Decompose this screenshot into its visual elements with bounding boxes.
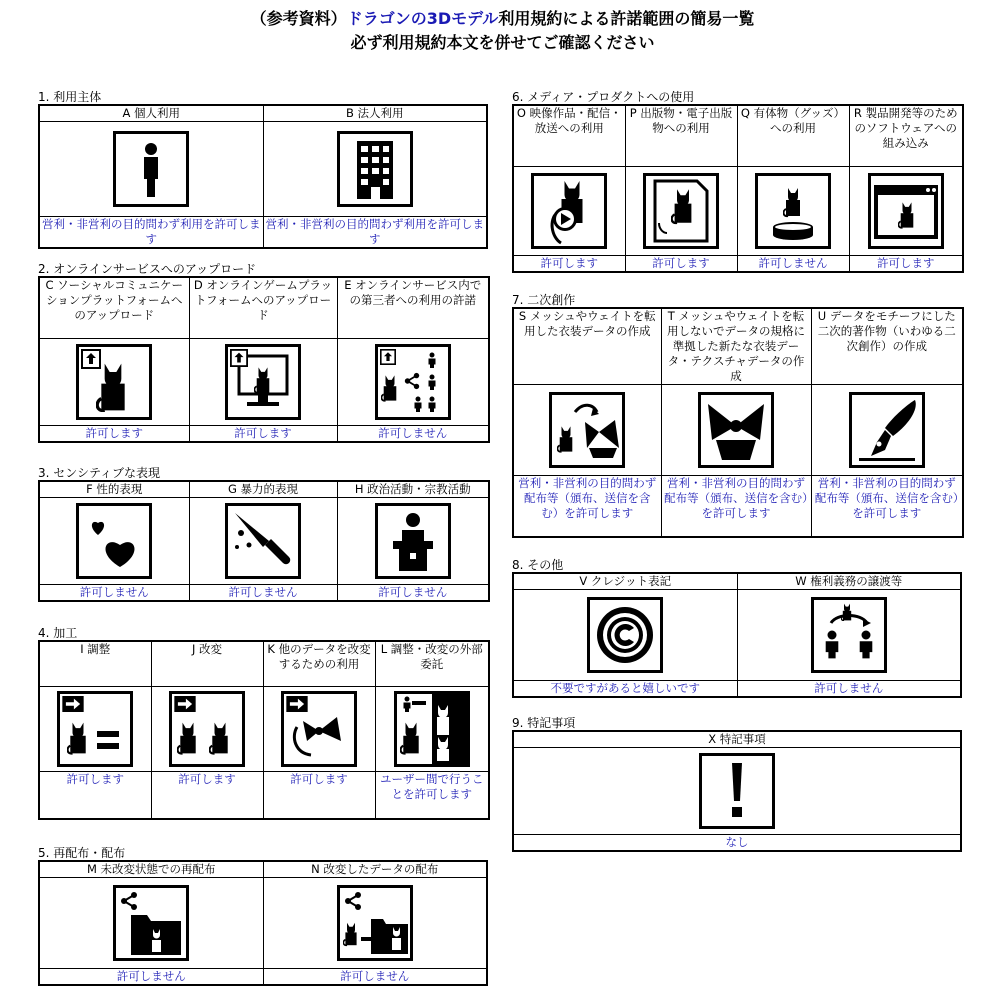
two-cats-icon xyxy=(169,691,245,767)
permission-table xyxy=(38,104,488,249)
item-result-w: 許可しません xyxy=(737,681,961,698)
cat-upload-icon xyxy=(76,344,152,420)
fountain-pen-icon xyxy=(849,392,925,468)
section-title: 6. メディア・プロダクトへの使用 xyxy=(512,90,695,104)
item-label-q: Q 有体物（グッズ）への利用 xyxy=(737,105,849,167)
item-result-l: ユーザー間で行うことを許可します xyxy=(375,772,489,820)
copyright-icon xyxy=(587,597,663,673)
item-result-x: なし xyxy=(513,835,961,852)
cat-figure-icon xyxy=(755,173,831,249)
section-title: 7. 二次創作 xyxy=(512,293,576,307)
cat-bow-icon xyxy=(281,691,357,767)
section-processing xyxy=(38,626,488,820)
hearts-icon xyxy=(76,503,152,579)
section-redistribution xyxy=(38,846,488,986)
item-result-s: 営利・非営利の目的問わず配布等（頒布、送信を含む）を許可します xyxy=(513,476,661,538)
item-label-e: E オンラインサービス内での第三者への利用の許諾 xyxy=(337,277,489,339)
item-result-p: 許可します xyxy=(625,256,737,273)
section-title: 1. 利用主体 xyxy=(38,90,102,104)
section-title: 5. 再配布・配布 xyxy=(38,846,126,860)
item-result-f: 許可しません xyxy=(39,585,189,602)
item-label-w: W 権利義務の譲渡等 xyxy=(737,573,961,590)
permission-table xyxy=(512,307,964,538)
section-title: 4. 加工 xyxy=(38,626,78,640)
cat-video-icon xyxy=(531,173,607,249)
outsourcing-icon xyxy=(394,691,470,767)
cat-share-people-icon xyxy=(375,344,451,420)
cat-costume-icon xyxy=(549,392,625,468)
item-label-o: O 映像作品・配信・放送への利用 xyxy=(513,105,625,167)
item-label-g: G 暴力的表現 xyxy=(189,481,337,498)
office-building-icon xyxy=(337,131,413,207)
item-label-u: U データをモチーフにした二次的著作物（いわゆる二次創作）の作成 xyxy=(811,308,963,385)
item-label-k: K 他のデータを改変するための利用 xyxy=(263,641,375,687)
person-icon xyxy=(113,131,189,207)
section-title: 3. センシティブな表現 xyxy=(38,466,161,480)
permission-table xyxy=(38,480,490,602)
item-label-b: B 法人利用 xyxy=(263,105,487,122)
permission-table xyxy=(38,276,490,443)
item-result-j: 許可します xyxy=(151,772,263,820)
item-label-c: C ソーシャルコミュニケーションプラットフォームへのアップロード xyxy=(39,277,189,339)
cat-window-icon xyxy=(868,173,944,249)
document-title-line2: 必ず利用規約本文を併せてご確認ください xyxy=(350,33,655,52)
item-label-p: P 出版物・電子出版物への利用 xyxy=(625,105,737,167)
section-derivative-works xyxy=(512,293,962,538)
item-label-a: A 個人利用 xyxy=(39,105,263,122)
costume-icon xyxy=(698,392,774,468)
section-sensitive-expression xyxy=(38,466,488,602)
cat-equals-icon xyxy=(57,691,133,767)
item-result-u: 営利・非営利の目的問わず配布等（頒布、送信を含む）を許可します xyxy=(811,476,963,538)
share-folder-icon xyxy=(113,885,189,961)
item-result-d: 許可します xyxy=(189,426,337,443)
item-label-f: F 性的表現 xyxy=(39,481,189,498)
permission-table xyxy=(512,572,962,698)
item-label-t: T メッシュやウェイトを転用しないでデータの規格に準拠した新たな衣装データ・テクスチャデータの作成 xyxy=(661,308,811,385)
section-special-notes xyxy=(512,716,962,852)
item-result-b: 営利・非営利の目的問わず利用を許可します xyxy=(263,217,487,249)
cat-monitor-upload-icon xyxy=(225,344,301,420)
item-result-o: 許可します xyxy=(513,256,625,273)
item-label-h: H 政治活動・宗教活動 xyxy=(337,481,489,498)
permission-table xyxy=(38,640,490,820)
item-label-r: R 製品開発等のためのソフトウェアへの組み込み xyxy=(849,105,963,167)
item-result-c: 許可します xyxy=(39,426,189,443)
item-label-v: V クレジット表記 xyxy=(513,573,737,590)
item-result-i: 許可します xyxy=(39,772,151,820)
item-label-d: D オンラインゲームプラットフォームへのアップロード xyxy=(189,277,337,339)
bloody-knife-icon xyxy=(225,503,301,579)
share-modified-icon xyxy=(337,885,413,961)
item-label-x: X 特記事項 xyxy=(513,731,961,748)
item-result-a: 営利・非営利の目的問わず利用を許可します xyxy=(39,217,263,249)
section-other xyxy=(512,558,962,698)
item-result-r: 許可します xyxy=(849,256,963,273)
section-title: 9. 特記事項 xyxy=(512,716,576,730)
section-title: 8. その他 xyxy=(512,558,564,572)
item-label-n: N 改変したデータの配布 xyxy=(263,861,487,878)
exclamation-icon xyxy=(699,753,775,829)
item-result-v: 不要ですがあると嬉しいです xyxy=(513,681,737,698)
item-label-l: L 調整・改変の外部委託 xyxy=(375,641,489,687)
section-media-products xyxy=(512,90,962,273)
item-result-k: 許可します xyxy=(263,772,375,820)
item-label-j: J 改変 xyxy=(151,641,263,687)
permission-table xyxy=(512,730,962,852)
permission-table xyxy=(512,104,964,273)
item-result-n: 許可しません xyxy=(263,969,487,986)
transfer-people-icon xyxy=(811,597,887,673)
document-title-line1: （参考資料）ドラゴンの3Dモデル利用規約による許諾範囲の簡易一覧 xyxy=(250,9,755,28)
podium-speaker-icon xyxy=(375,503,451,579)
item-result-h: 許可しません xyxy=(337,585,489,602)
item-label-s: S メッシュやウェイトを転用した衣装データの作成 xyxy=(513,308,661,385)
section-title: 2. オンラインサービスへのアップロード xyxy=(38,262,257,276)
item-result-t: 営利・非営利の目的問わず配布等（頒布、送信を含む）を許可します xyxy=(661,476,811,538)
item-result-m: 許可しません xyxy=(39,969,263,986)
item-label-m: M 未改変状態での再配布 xyxy=(39,861,263,878)
cat-document-icon xyxy=(643,173,719,249)
item-label-i: I 調整 xyxy=(39,641,151,687)
item-result-q: 許可しません xyxy=(737,256,849,273)
item-result-g: 許可しません xyxy=(189,585,337,602)
item-result-e: 許可しません xyxy=(337,426,489,443)
section-usage-subject xyxy=(38,90,488,249)
section-online-upload xyxy=(38,262,488,443)
permission-table xyxy=(38,860,488,986)
